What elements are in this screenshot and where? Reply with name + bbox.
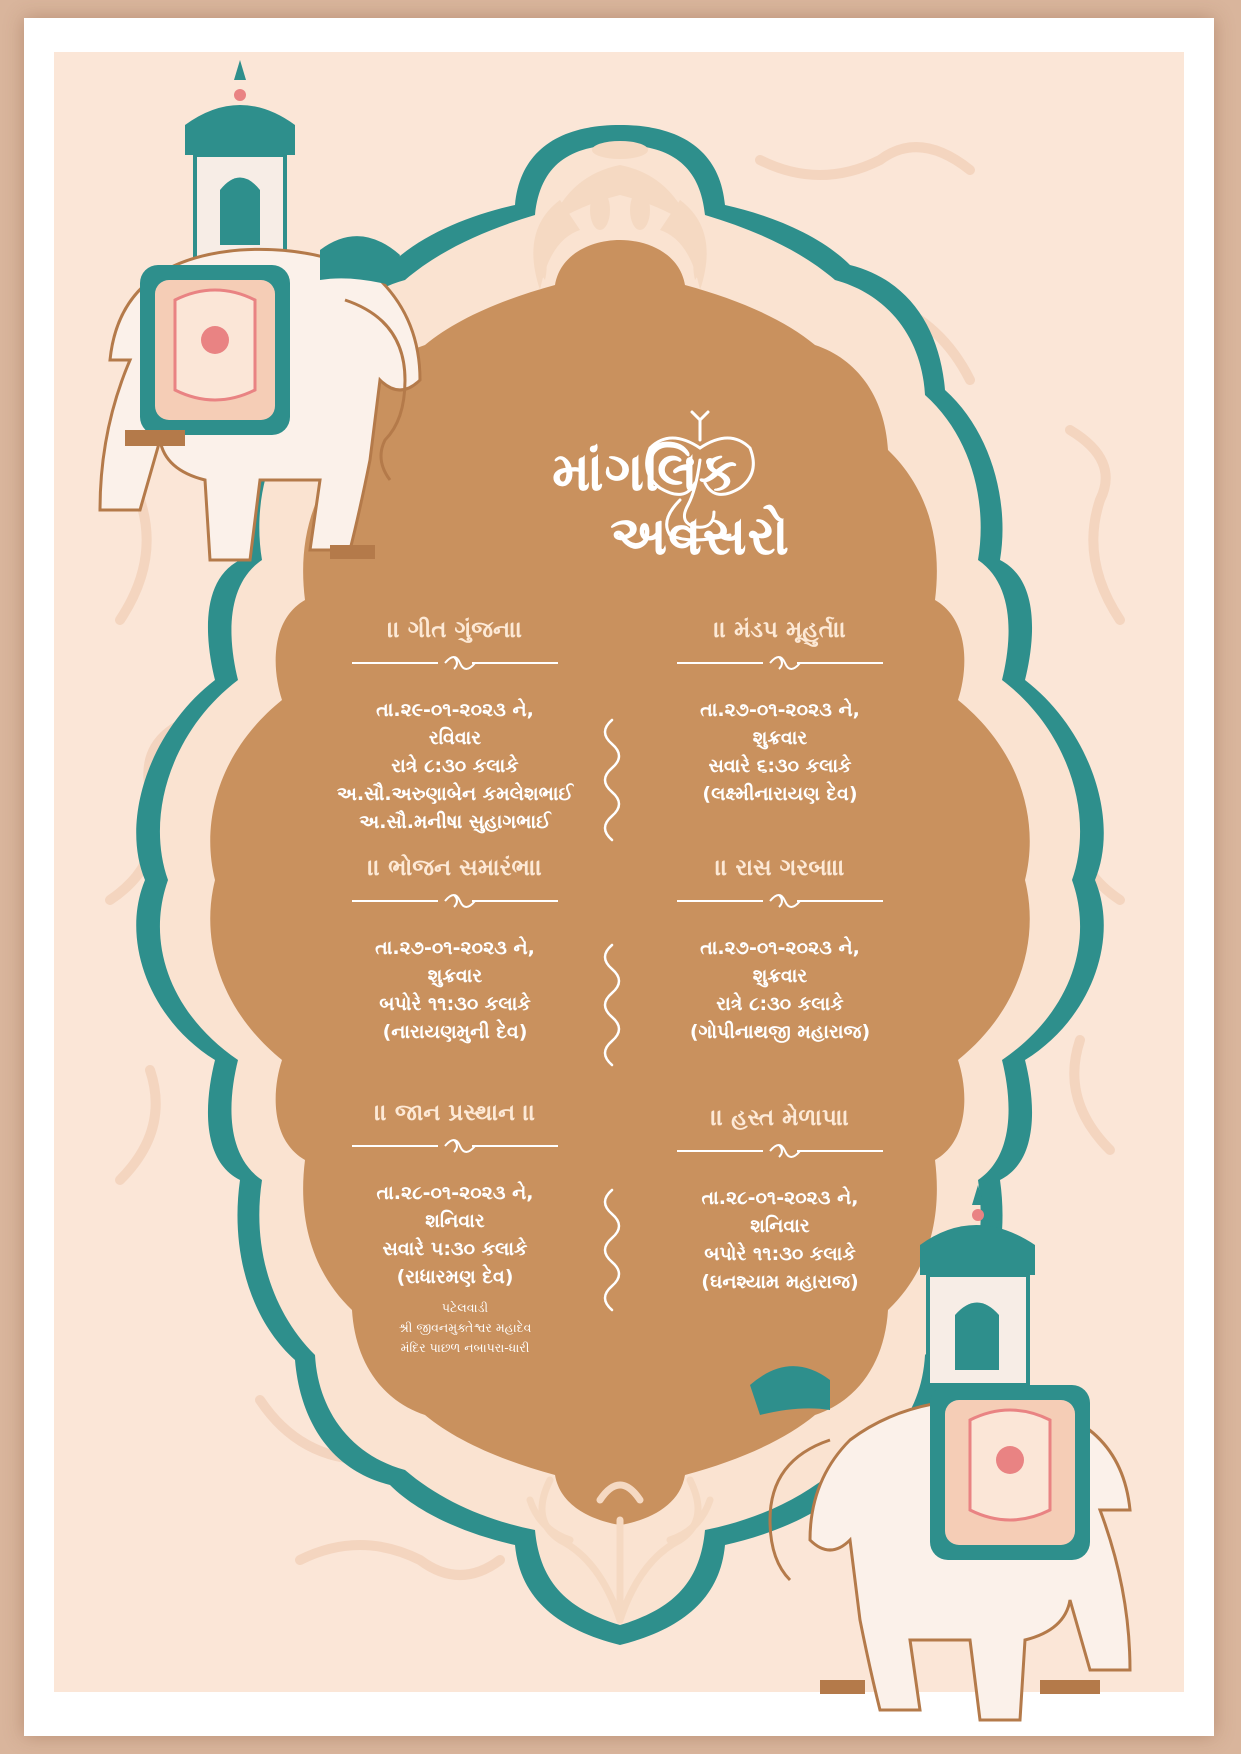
- event-geet-gunjan: [315, 612, 595, 836]
- address-line: મંદિર પાછળ નબાપરા-ધારી: [400, 1340, 530, 1355]
- event-day: રવિવાર: [428, 727, 482, 749]
- event-jaan-prasthan: [315, 1095, 595, 1291]
- event-host: (રાધારમણ દેવ): [396, 1266, 514, 1288]
- page-title: [460, 440, 940, 568]
- event-day: શનિવાર: [425, 1210, 485, 1232]
- event-host: (ઘનશ્યામ મહારાજ): [701, 1271, 859, 1293]
- event-host: અ.સૌ.અરુણાબેન કમલેશભાઈ: [336, 783, 574, 805]
- event-time: રાત્રે ૮:૩૦ કલાકે: [716, 993, 844, 1015]
- event-day: શુક્રવાર: [752, 727, 808, 749]
- event-mandap-muhurt: [640, 612, 920, 808]
- divider-flourish-icon: [350, 890, 560, 912]
- divider-flourish-icon: [675, 652, 885, 674]
- event-time: સવારે ૫:૩૦ કલાકે: [382, 1238, 528, 1260]
- event-time: બપોરે ૧૧:૩૦ કલાકે: [379, 993, 531, 1015]
- event-day: શનિવાર: [750, 1215, 810, 1237]
- event-time: સવારે ૬:૩૦ કલાકે: [708, 755, 852, 777]
- event-date: તા.૨૭-૦૧-૨૦૨૩ ને,: [700, 699, 860, 721]
- event-heading: ।। જાન પ્રસ્થાન ।।: [374, 1100, 536, 1126]
- event-date: તા.૨૯-૦૧-૨૦૨૩ ને,: [376, 699, 534, 721]
- event-date: તા.૨૭-૦૧-૨૦૨૩ ને,: [375, 937, 535, 959]
- event-heading: ।। ભોજન સમારંભ।।: [367, 855, 543, 881]
- event-heading: ।। હસ્ત મેળાપ।।: [710, 1105, 850, 1131]
- event-day: શુક્રવાર: [752, 965, 808, 987]
- event-date: તા.૨૮-૦૧-૨૦૨૩ ને,: [701, 1187, 859, 1209]
- address-line: પટેલવાડી: [441, 1300, 489, 1315]
- event-host: અ.સૌ.મનીષા સુહાગભાઈ: [359, 811, 551, 833]
- event-heading: ।। ગીત ગુંજન।।: [387, 617, 523, 643]
- address-line: શ્રી જીવનમુક્તેશ્વર મહાદેવ: [398, 1320, 532, 1335]
- event-date: તા.૨૮-૦૧-૨૦૨૩ ને,: [376, 1182, 534, 1204]
- divider-flourish-icon: [350, 652, 560, 674]
- event-heading: ।। મંડપ મૂહુર્ત।।: [713, 617, 847, 643]
- event-day: શુક્રવાર: [427, 965, 483, 987]
- event-host: (ગોપીનાથજી મહારાજ): [689, 1021, 871, 1043]
- event-bhojan-samarambh: [315, 850, 595, 1046]
- event-host: (લક્ષ્મીનારાયણ દેવ): [702, 783, 858, 805]
- event-heading: ।। રાસ ગરબા।।: [715, 855, 845, 881]
- event-hast-melap: [640, 1100, 920, 1296]
- divider-flourish-icon: [350, 1135, 560, 1157]
- event-host: (નારાયણમુની દેવ): [382, 1021, 528, 1043]
- event-time: બપોરે ૧૧:૩૦ કલાકે: [704, 1243, 856, 1265]
- event-date: તા.૨૭-૦૧-૨૦૨૩ ને,: [700, 937, 860, 959]
- title-right: અવસરો: [610, 504, 790, 567]
- divider-flourish-icon: [675, 1140, 885, 1162]
- divider-flourish-icon: [675, 890, 885, 912]
- event-time: રાત્રે ૮:૩૦ કલાકે: [391, 755, 519, 777]
- title-left: માંગલિક: [552, 440, 739, 503]
- event-raas-garba: [640, 850, 920, 1046]
- venue-address: [325, 1298, 605, 1358]
